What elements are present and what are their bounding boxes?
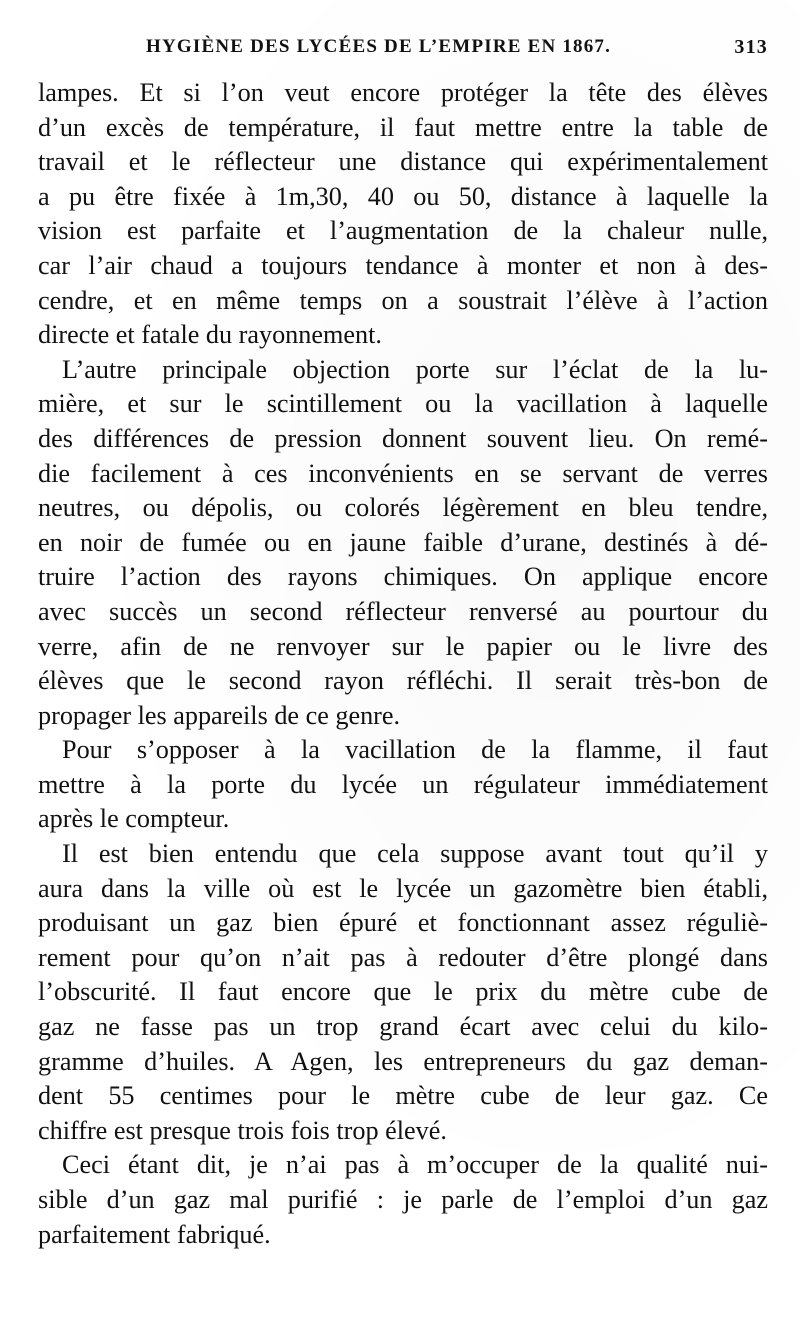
text-line: après le compteur. [38,804,230,834]
text-line: rement pour qu’on n’ait pas à redouter d’être plongé dans [38,942,768,972]
page-number: 313 [734,36,768,58]
text-line: die facilement à ces inconvénients en se servant de verres [38,458,768,488]
text-line: Il est bien entendu que cela suppose avant tout qu’il y [62,839,768,869]
paragraph [38,76,768,353]
text-line: sible d’un gaz mal purifié : je parle de l’emploi d’un gaz [38,1185,768,1214]
text-line: produisant un gaz bien épuré et fonctionnant assez réguliè- [38,908,768,938]
text-line: mière, et sur le scintillement ou la vacillation à laquelle [38,389,768,419]
text-line: avec succès un second réflecteur renversé au pourtour du [38,596,768,626]
text-line: en noir de fumée ou en jaune faible d’urane, destinés à dé- [38,527,768,557]
text-line: vision est parfaite et l’augmentation de la chaleur nulle, [38,216,768,246]
text-line: l’obscurité. Il faut encore que le prix du mètre cube de [38,977,768,1007]
text-line: L’autre principale objection porte sur l’éclat de la lu- [62,354,768,384]
text-line: mettre à la porte du lycée un régulateur immédiatement [38,769,768,799]
text-line: propager les appareils de ce genre. [38,700,401,730]
text-line: cendre, et en même temps on a soustrait l’élève à l’action [38,285,768,315]
paragraph [38,353,768,734]
text-line: dent 55 centimes pour le mètre cube de leur gaz. Ce [38,1081,768,1111]
paragraph [38,1148,768,1252]
text-line: neutres, ou dépolis, ou colorés légèrement en bleu tendre, [38,493,768,523]
text-line: parfaitement fabriqué. [38,1219,271,1249]
text-line: gaz ne fasse pas un trop grand écart avec celui du kilo- [38,1012,768,1042]
text-line: verre, afin de ne renvoyer sur le papier ou le livre des [38,631,768,661]
text-line: gramme d’huiles. A Agen, les entrepreneurs du gaz deman- [38,1046,768,1076]
text-line: chiffre est presque trois fois trop élevé. [38,1115,447,1145]
paragraph [38,733,768,837]
text-line: a pu être fixée à 1m,30, 40 ou 50, distance à laquelle la [38,181,768,211]
running-head-title: HYGIÈNE DES LYCÉES DE L’EMPIRE EN 1867. [146,36,612,57]
text-line: lampes. Et si l’on veut encore protéger la tête des élèves [38,78,768,107]
text-line: car l’air chaud a toujours tendance à monter et non à des- [38,250,768,280]
text-line: Pour s’opposer à la vacillation de la flamme, il faut [62,735,768,765]
text-line: truire l’action des rayons chimiques. On applique encore [38,562,768,592]
paragraph [38,837,768,1148]
text-line: aura dans la ville où est le lycée un gazomètre bien établi, [38,873,768,903]
text-line: des différences de pression donnent souvent lieu. On remé- [38,423,768,453]
text-line: Ceci étant dit, je n’ai pas à m’occuper de la qualité nui- [62,1150,768,1180]
body-text [38,76,768,1252]
text-line: travail et le réflecteur une distance qui expérimentalement [38,147,768,177]
text-line: d’un excès de température, il faut mettre entre la table de [38,112,768,142]
text-line: élèves que le second rayon réfléchi. Il serait très-bon de [38,666,768,696]
running-head [38,34,768,64]
text-line: directe et fatale du rayonnement. [38,320,382,350]
